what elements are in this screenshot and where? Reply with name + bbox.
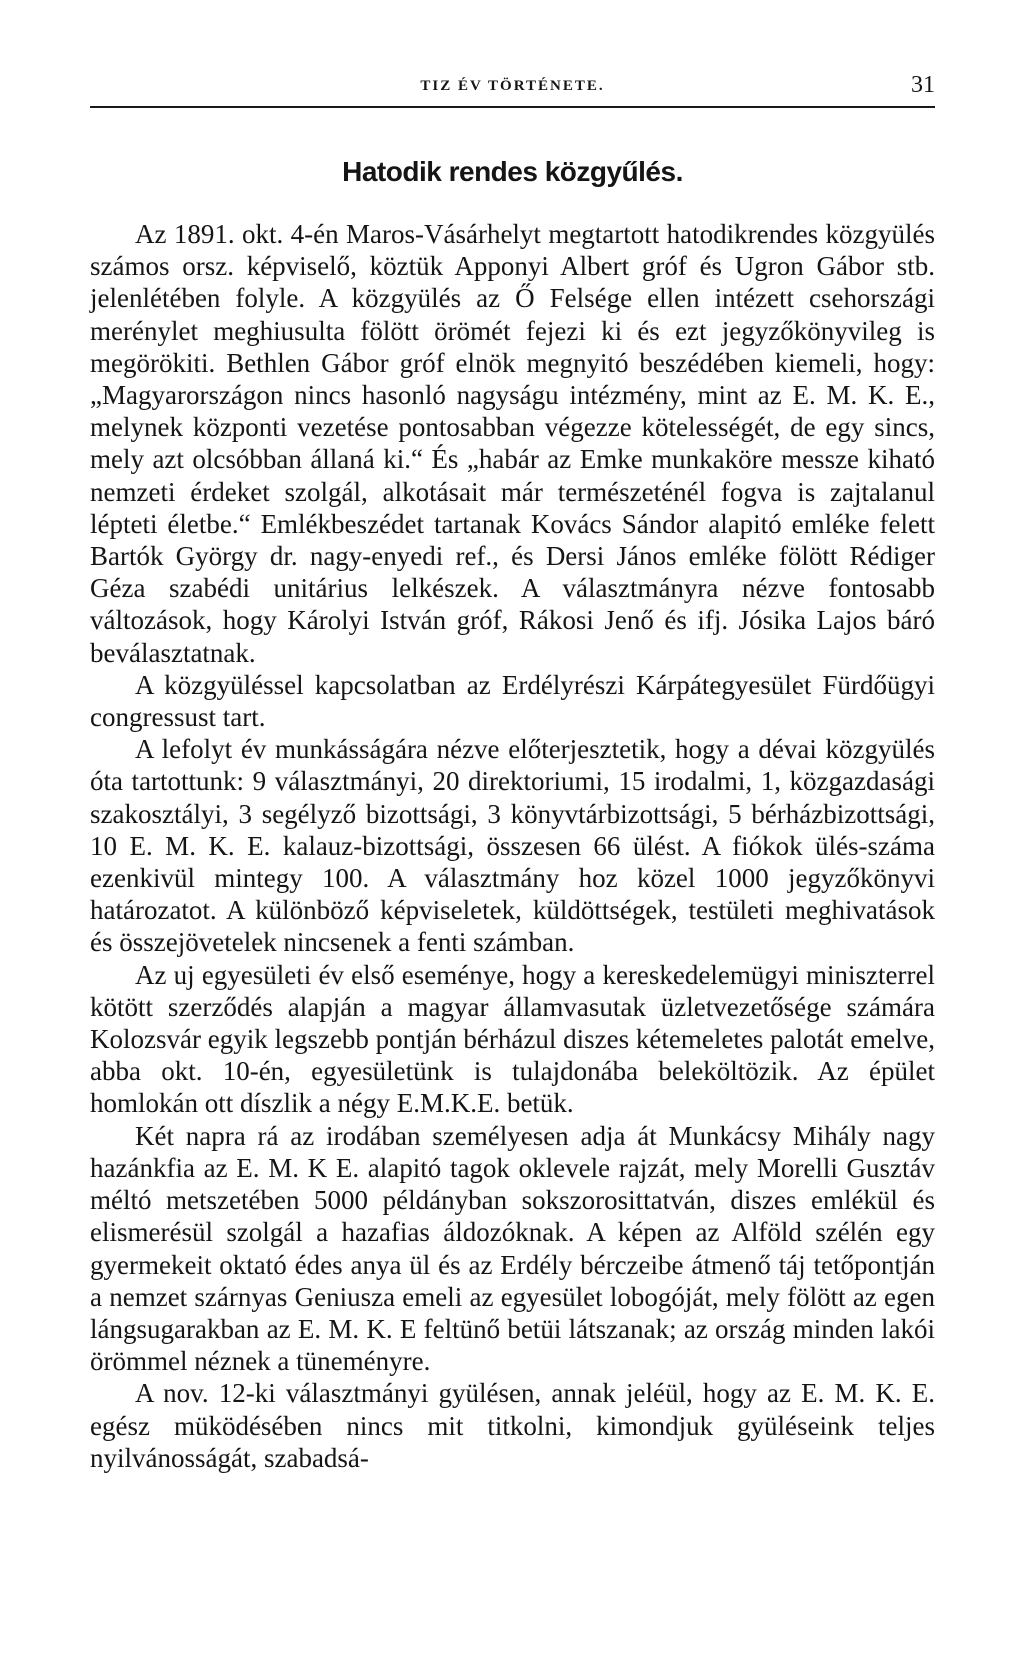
paragraph: Az uj egyesületi év első eseménye, hogy a kereskedelemügyi miniszterrel kötött szerződés alapján a magyar államvasutak üzletvezetősége számára Kolozsvár egyik legszebb pontján bérházul diszes kétemeletes palotát emelve, abba okt. 10-én, egyesületünk is tulajdonába beleköltözik. Az épület homlokán ott díszlik a négy E.M.K.E. betük. [90,959,935,1119]
paragraph: A lefolyt év munkásságára nézve előterjesztetik, hogy a dévai közgyülés óta tartottunk: 9 választmányi, 20 direktoriumi, 15 irodalmi, 1, közgazdasági szakosztályi, 3 segélyző bizottsági, 3 könyvtárbizottsági, 5 bérházbizottsági, 10 E. M. K. E. kalauz-bizottsági, összesen 66 ülést. A fiókok ülés-száma ezenkivül mintegy 100. A választmány hoz közel 1000 jegyzőkönyvi határozatot. A különböző képviseletek, küldöttségek, testületi meghivatások és összejövetelek nincsenek a fenti számban. [90,734,935,958]
section-title: Hatodik rendes közgyűlés. [342,156,683,187]
book-page [90,70,935,1474]
running-title: TIZ ÉV TÖRTÉNETE. [420,78,605,94]
body-text [90,218,935,1474]
running-header [90,70,935,108]
paragraph: Az 1891. okt. 4-én Maros-Vásárhelyt megtartott hatodikrendes közgyülés számos orsz. képviselő, köztük Apponyi Albert gróf és Ugron Gábor stb. jelenlétében folyle. A közgyülés az Ő Felsége ellen intézett csehországi merénylet meghiusulta fölött örömét fejezi ki és ezt jegyzőkönyvileg is megörökiti. Bethlen Gábor gróf elnök megnyitó beszédében kiemeli, hogy: „Magyarországon nincs hasonló nagyságu intézmény, mint az E. M. K. E., melynek központi vezetése pontosabban végezze kötelességét, de egy sincs, mely azt olcsóbban állaná ki.“ És „habár az Emke munkaköre messze kiható nemzeti érdeket szolgál, alkotásait már természeténél fogva is zajtalanul lépteti életbe.“ Emlékbeszédet tartanak Kovács Sándor alapitó emléke felett Bartók György dr. nagy-enyedi ref., és Dersi János emléke fölött Rédiger Géza szabédi unitárius lelkészek. A választmányra nézve fontosabb változások, hogy Károlyi István gróf, Rákosi Jenő és ifj. Jósika Lajos báró beválasztatnak. [90,219,935,668]
paragraph: Két napra rá az irodában személyesen adja át Munkácsy Mihály nagy hazánkfia az E. M. K E. alapitó tagok oklevele rajzát, mely Morelli Gusztáv méltó metszetében 5000 példányban sokszorosittatván, diszes emlékül és elismerésül szolgál a hazafias áldozóknak. A képen az Alföld szélén egy gyermekeit oktató édes anya ül és az Erdély bérczeibe átmenő táj tetőpontján a nemzet szárnyas Geniusza emeli az egyesület lobogóját, mely fölött az egen lángsugarakban az E. M. K. E feltünő betüi látszanak; az ország minden lakói örömmel néznek a tüneményre. [90,1120,935,1377]
paragraph: A nov. 12-ki választmányi gyülésen, annak jeléül, hogy az E. M. K. E. egész müködésében nincs mit titkolni, kimondjuk gyüléseink teljes nyilvánosságát, szabadsá- [90,1378,935,1473]
page-number: 31 [911,72,935,98]
paragraph: A közgyüléssel kapcsolatban az Erdélyrészi Kárpátegyesület Fürdőügyi congressust tart. [90,669,935,733]
